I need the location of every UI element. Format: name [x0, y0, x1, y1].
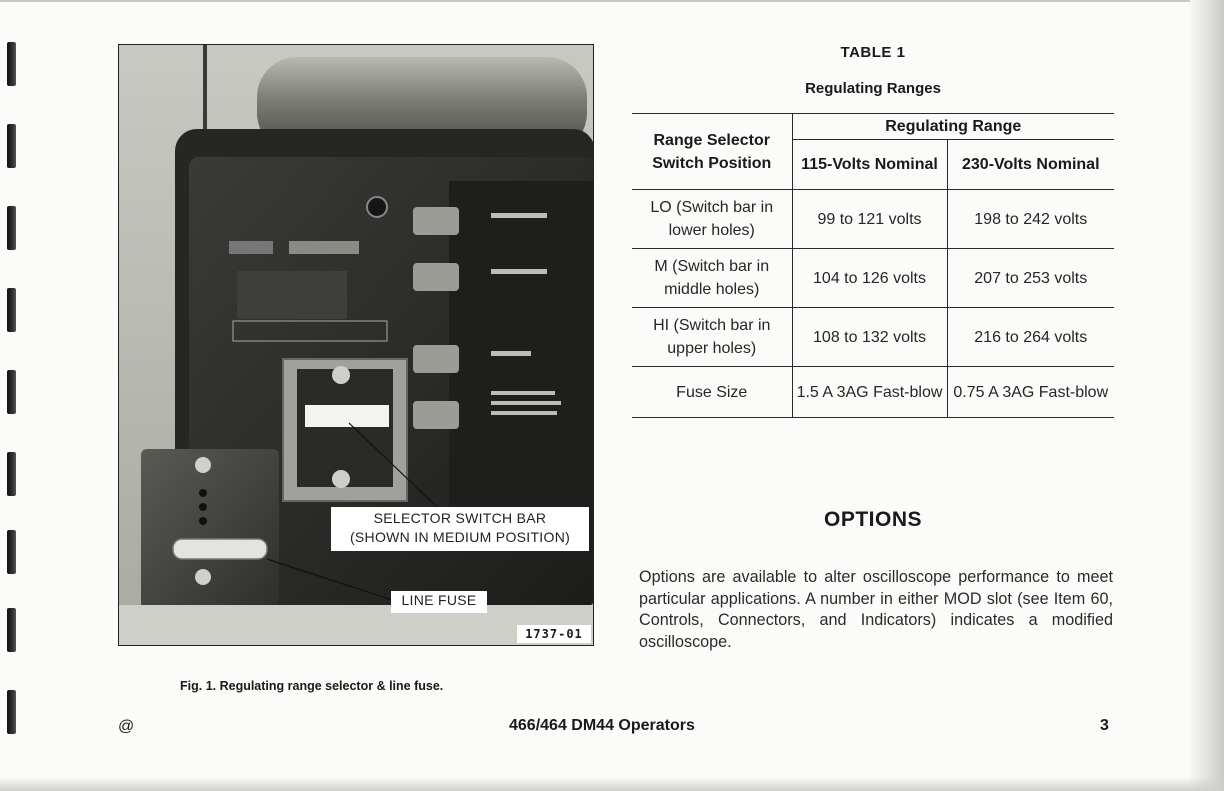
- table-row: [632, 308, 1114, 367]
- binding-hole: [7, 452, 16, 496]
- callout-line: SELECTOR SWITCH BAR: [373, 510, 547, 526]
- options-heading: OPTIONS: [823, 508, 922, 531]
- page-edge-shadow: [0, 777, 1224, 791]
- header-regulating-range: Regulating Range: [792, 114, 1114, 140]
- table-row: [632, 367, 1114, 418]
- cell-230: 207 to 253 volts: [947, 249, 1114, 308]
- cell-position: Fuse Size: [632, 367, 792, 418]
- table-row: [632, 249, 1114, 308]
- cell-115: 1.5 A 3AG Fast-blow: [792, 367, 947, 418]
- binding-hole: [7, 370, 16, 414]
- cell-115: 104 to 126 volts: [792, 249, 947, 308]
- cell-115: 99 to 121 volts: [792, 190, 947, 249]
- binding-hole: [7, 206, 16, 250]
- figure-number: 1737-01: [517, 625, 591, 643]
- cell-230: 198 to 242 volts: [947, 190, 1114, 249]
- binding-hole: [7, 42, 16, 86]
- line-fuse-callout: LINE FUSE: [391, 591, 487, 613]
- cell-position: LO (Switch bar in lower holes): [632, 190, 792, 249]
- header-230-volts: 230-Volts Nominal: [947, 140, 1114, 190]
- page-edge-shadow: [1188, 0, 1224, 791]
- table-title: TABLE 1: [840, 44, 906, 61]
- regulating-ranges-table: [632, 113, 1114, 418]
- page-number: 3: [1100, 717, 1109, 734]
- binding-hole: [7, 530, 16, 574]
- cell-230: 216 to 264 volts: [947, 308, 1114, 367]
- oscilloscope-rear-panel-photo: [119, 45, 594, 646]
- binding-hole: [7, 690, 16, 734]
- header-115-volts: 115-Volts Nominal: [792, 140, 947, 190]
- cell-position: M (Switch bar in middle holes): [632, 249, 792, 308]
- page-edge-line: [0, 0, 1190, 2]
- options-paragraph: Options are available to alter oscilloscope performance to meet particular applications. A number in either MOD slot (see Item 60, Controls, Connectors, and Indicators) indicates a modified oscilloscope.: [639, 568, 1113, 651]
- binding-hole: [7, 288, 16, 332]
- table-subtitle: Regulating Ranges: [805, 80, 941, 97]
- selector-switch-bar-callout: [331, 507, 589, 551]
- footer-symbol: @: [118, 718, 135, 735]
- figure-caption: Fig. 1. Regulating range selector & line fuse.: [180, 679, 444, 693]
- cell-115: 108 to 132 volts: [792, 308, 947, 367]
- binding-hole: [7, 608, 16, 652]
- footer-title: 466/464 DM44 Operators: [509, 717, 695, 734]
- callout-line: (SHOWN IN MEDIUM POSITION): [349, 529, 571, 545]
- binding-hole: [7, 124, 16, 168]
- cell-position: HI (Switch bar in upper holes): [632, 308, 792, 367]
- cell-230: 0.75 A 3AG Fast-blow: [947, 367, 1114, 418]
- table-row: [632, 190, 1114, 249]
- header-range-selector: Range Selector Switch Position: [632, 114, 792, 190]
- figure-photo-frame: [118, 44, 594, 646]
